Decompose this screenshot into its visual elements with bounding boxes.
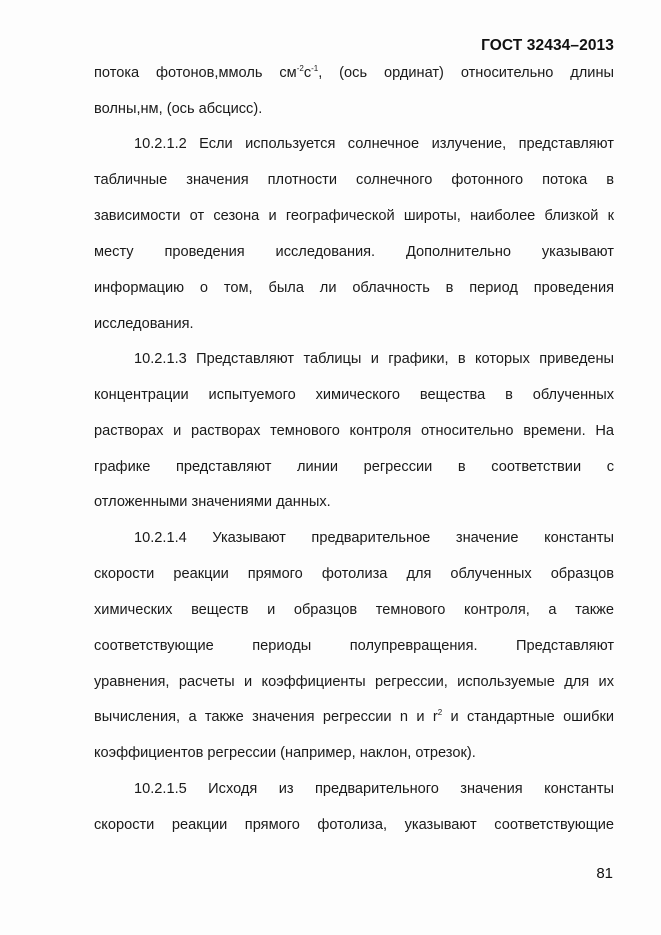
body-line-17: соответствующие периоды полупревращения. Представляют — [94, 638, 614, 654]
text-run: , (ось ординат) относительно длины — [318, 65, 614, 81]
body-line-5: зависимости от сезона и географической широты, наиболее близкой к — [94, 208, 614, 224]
superscript: -2 — [296, 64, 304, 73]
text-run: и стандартные ошибки — [442, 709, 614, 725]
body-line-6: месту проведения исследования. Дополнительно указывают — [94, 244, 614, 260]
body-line-10: концентрации испытуемого химического вещества в облученных — [94, 387, 614, 403]
body-line-2: волны,нм, (ось абсцисс). — [94, 101, 263, 117]
body-line-16: химических веществ и образцов темнового контроля, а также — [94, 602, 614, 618]
body-line-18: уравнения, расчеты и коэффициенты регрессии, используемые для их — [94, 674, 614, 690]
text-run: потока фотонов,ммоль см — [94, 65, 297, 81]
text-run: с — [303, 65, 312, 81]
body-line-22: скорости реакции прямого фотолиза, указывают соответствующие — [94, 817, 614, 833]
paragraph-10-2-1-3-start: 10.2.1.3 Представляют таблицы и графики, в которых приведены — [134, 351, 614, 367]
body-line-20: коэффициентов регрессии (например, наклон, отрезок). — [94, 745, 476, 761]
paragraph-10-2-1-2-start: 10.2.1.2 Если используется солнечное излучение, представляют — [134, 136, 614, 152]
text-run: вычисления, а также значения регрессии n и r — [94, 709, 438, 725]
body-line-11: растворах и растворах темнового контроля относительно времени. На — [94, 423, 614, 439]
body-line-12: графике представляют линии регрессии в соответствии с — [94, 459, 614, 475]
superscript: -1 — [311, 64, 319, 73]
body-line-4: табличные значения плотности солнечного фотонного потока в — [94, 172, 614, 188]
superscript: 2 — [437, 708, 443, 717]
page-number: 81 — [596, 865, 613, 882]
standard-header: ГОСТ 32434–2013 — [481, 37, 614, 54]
body-line-19 — [94, 708, 614, 726]
body-line-13: отложенными значениями данных. — [94, 494, 331, 510]
body-line-1 — [94, 64, 614, 82]
body-line-8: исследования. — [94, 316, 194, 332]
body-line-7: информацию о том, была ли облачность в период проведения — [94, 280, 614, 296]
paragraph-10-2-1-4-start: 10.2.1.4 Указывают предварительное значение константы — [134, 530, 614, 546]
paragraph-10-2-1-5-start: 10.2.1.5 Исходя из предварительного значения константы — [134, 781, 614, 797]
body-line-15: скорости реакции прямого фотолиза для облученных образцов — [94, 566, 614, 582]
